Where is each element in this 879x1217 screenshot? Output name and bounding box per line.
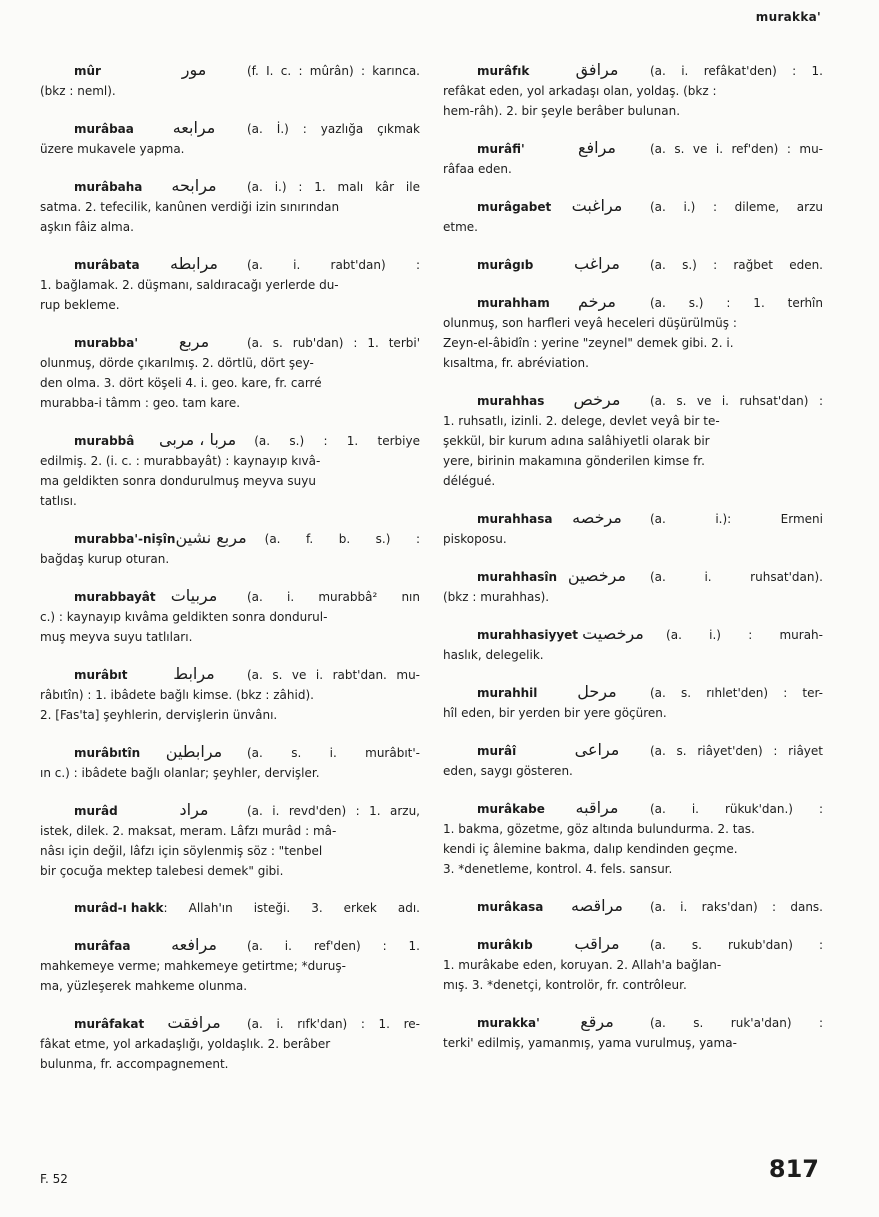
definition-line: satma. 2. tefecilik, kanûnen verdiği izin sınırından	[40, 200, 340, 214]
definition-start: (a. s. i. murâbıt'-	[247, 746, 420, 760]
definition-line: den olma. 3. dört köşeli 4. i. geo. kare, fr. carré	[40, 376, 322, 390]
definition-line: c.) : kaynayıp kıvâma geldikten sonra dondurul-	[40, 610, 328, 624]
dictionary-entry	[443, 292, 823, 373]
definition-start: (a. i. raks'dan) : dans.	[650, 900, 823, 914]
headword: murâbata	[74, 258, 140, 272]
definition-start: (a. i. ruhsat'dan).	[650, 570, 823, 584]
entry-first-line	[443, 624, 823, 645]
headword: murâgabet	[477, 200, 552, 214]
entry-first-line	[40, 935, 420, 956]
definition-line: 1. ruhsatlı, izinli. 2. delege, devlet veyâ bir te-	[443, 414, 720, 428]
definition-line: aşkın fâiz alma.	[40, 220, 134, 234]
entry-first-line	[443, 682, 823, 703]
definition-start: (a. s.) : rağbet eden.	[650, 258, 823, 272]
entry-first-line	[443, 896, 823, 917]
definition-start: (a. İ.) : yazlığa çıkmak	[247, 122, 420, 136]
definition-line: délégué.	[443, 474, 496, 488]
dictionary-entry	[40, 430, 420, 511]
headword: murahhil	[477, 686, 538, 700]
definition-line: eden, saygı gösteren.	[443, 764, 573, 778]
headword: murâbıt	[74, 668, 128, 682]
headword: murâbıtîn	[74, 746, 141, 760]
entry-first-line	[40, 742, 420, 763]
definition-line: haslık, delegelik.	[443, 648, 544, 662]
arabic-script: مراغبت	[571, 196, 623, 215]
headword: murâd-ı hakk	[74, 901, 164, 915]
arabic-script: مراقب	[574, 934, 620, 953]
dictionary-entry	[40, 664, 420, 725]
arabic-script: مرابطين	[165, 742, 223, 761]
dictionary-entry	[443, 254, 823, 275]
entry-first-line	[40, 60, 420, 81]
right-column	[443, 60, 823, 1070]
dictionary-entry	[443, 566, 823, 607]
entry-first-line	[40, 898, 420, 918]
definition-start: (a. s.) : 1. terbiye	[254, 434, 420, 448]
left-column	[40, 60, 420, 1091]
arabic-script: مرخم	[578, 292, 616, 311]
definition-line: Zeyn-el-âbidîn : yerine "zeynel" demek gibi. 2. i.	[443, 336, 734, 350]
definition-start: (a. f. b. s.) :	[264, 532, 420, 546]
definition-start: (a. s. rıhlet'den) : ter-	[650, 686, 823, 700]
arabic-script: مراقبه	[575, 798, 619, 817]
entry-first-line	[40, 586, 420, 607]
definition-line: 1. murâkabe eden, koruyan. 2. Allah'a bağlan-	[443, 958, 722, 972]
dictionary-entry	[443, 624, 823, 665]
entry-first-line	[443, 60, 823, 81]
dictionary-entry	[443, 798, 823, 879]
entry-first-line	[443, 292, 823, 313]
definition-line: terki' edilmiş, yamanmış, yama vurulmuş, yama-	[443, 1036, 737, 1050]
dictionary-entry	[40, 1013, 420, 1074]
entry-first-line	[40, 1013, 420, 1034]
definition-start: (a. i. rabt'dan) :	[247, 258, 420, 272]
arabic-script: مربع	[178, 332, 210, 351]
definition-start: (a. s. ve i. ruhsat'dan) :	[650, 394, 823, 408]
dictionary-entry	[443, 1012, 823, 1053]
arabic-script: مرحل	[577, 682, 617, 701]
dictionary-entry	[40, 254, 420, 315]
definition-line: fâkat etme, yol arkadaşlığı, yoldaşlık. 2. berâber	[40, 1037, 331, 1051]
definition-line: hem-râh). 2. bir şeyle berâber bulunan.	[443, 104, 681, 118]
arabic-script: مرخصه	[572, 508, 622, 527]
arabic-script: مرقع	[580, 1012, 614, 1031]
headword: murâkasa	[477, 900, 544, 914]
entry-first-line	[443, 934, 823, 955]
definition-line: 1. bağlamak. 2. düşmanı, saldıracağı yerlerde du-	[40, 278, 339, 292]
running-head: murakka'	[755, 10, 821, 24]
dictionary-entry	[443, 138, 823, 179]
definition-line: bağdaş kurup oturan.	[40, 552, 170, 566]
definition-line: olunmuş, dörde çıkarılmış. 2. dörtlü, dört şey-	[40, 356, 314, 370]
arabic-script: مرابعه	[172, 118, 216, 137]
arabic-script: مراقصه	[571, 896, 623, 915]
definition-line: şekkül, bir kurum adına salâhiyetli olarak bir	[443, 434, 710, 448]
entry-first-line	[40, 800, 420, 821]
arabic-script: مربا ، مربى	[159, 430, 237, 449]
definition-line: 1. bakma, gözetme, göz altında bulundurma. 2. tas.	[443, 822, 755, 836]
definition-line: kendi iç âlemine bakma, dalıp kendinden geçme.	[443, 842, 738, 856]
headword: murâfakat	[74, 1017, 145, 1031]
arabic-script: مرافعه	[171, 935, 217, 954]
definition-start: (a. s. rub'dan) : 1. terbi'	[247, 336, 420, 350]
definition-start: (a. s. ve i. ref'den) : mu-	[650, 142, 823, 156]
definition-line: ma geldikten sonra dondurulmuş meyva suyu	[40, 474, 316, 488]
definition-line: etme.	[443, 220, 478, 234]
dictionary-entry	[443, 390, 823, 491]
definition-line: edilmiş. 2. (i. c. : murabbayât) : kaynayıp kıvâ-	[40, 454, 321, 468]
dictionary-entry	[40, 118, 420, 159]
headword: mûr	[74, 64, 101, 78]
dictionary-entry	[443, 508, 823, 549]
definition-line: râfaa eden.	[443, 162, 512, 176]
arabic-script: مرافقت	[167, 1013, 221, 1032]
entry-first-line	[40, 176, 420, 197]
dictionary-entry	[40, 332, 420, 413]
arabic-script: مرخص	[573, 390, 621, 409]
arabic-script: مربيات	[170, 586, 218, 605]
headword: murâd	[74, 804, 118, 818]
definition-start: (a. s. riâyet'den) : riâyet	[650, 744, 823, 758]
entry-first-line	[443, 390, 823, 411]
definition-line: nâsı için değil, lâfzı için söylenmiş söz : "tenbel	[40, 844, 323, 858]
definition-start: (a. i. refâkat'den) : 1.	[650, 64, 823, 78]
dictionary-entry	[443, 740, 823, 781]
definition-line: piskoposu.	[443, 532, 507, 546]
arabic-script: مراغب	[574, 254, 620, 273]
entry-first-line	[40, 664, 420, 685]
definition-line: ın c.) : ibâdete bağlı olanlar; şeyhler, dervişler.	[40, 766, 320, 780]
definition-line: yere, birinin makamına gönderilen kimse fr.	[443, 454, 705, 468]
dictionary-entry	[40, 742, 420, 783]
dictionary-entry	[40, 898, 420, 918]
dictionary-entry	[443, 896, 823, 917]
headword: murahhasîn	[477, 570, 558, 584]
entry-first-line	[40, 332, 420, 353]
entry-first-line	[443, 566, 823, 587]
entry-first-line	[443, 798, 823, 819]
definition-start: (a. i. revd'den) : 1. arzu,	[247, 804, 420, 818]
headword: murabbayât	[74, 590, 156, 604]
arabic-script: مرافع	[577, 138, 616, 157]
definition-start: (a. i.) : 1. malı kâr ile	[247, 180, 420, 194]
entry-first-line	[40, 254, 420, 275]
entry-first-line	[443, 196, 823, 217]
headword: murâbaa	[74, 122, 134, 136]
entry-first-line	[443, 740, 823, 761]
definition-start: (a. i. murabbâ² nın	[247, 590, 420, 604]
definition-line: bir çocuğa mektep talebesi demek" gibi.	[40, 864, 284, 878]
entry-first-line	[40, 528, 420, 549]
definition-start: (a. i. rıfk'dan) : 1. re-	[247, 1017, 420, 1031]
definition-line: olunmuş, son harfleri veyâ heceleri düşürülmüş :	[443, 316, 737, 330]
arabic-script: مرخصين	[567, 566, 627, 585]
headword: murabba'-nişîn	[74, 532, 176, 546]
headword: murahham	[477, 296, 550, 310]
headword: murâfaa	[74, 939, 131, 953]
arabic-script: مراد	[179, 800, 209, 819]
definition-line: tatlısı.	[40, 494, 77, 508]
headword: murahhasa	[477, 512, 553, 526]
definition-line: rup bekleme.	[40, 298, 120, 312]
definition-line: (bkz : neml).	[40, 84, 116, 98]
headword: murâfi'	[477, 142, 525, 156]
headword: murâbaha	[74, 180, 143, 194]
arabic-script: مرافق	[575, 60, 619, 79]
dictionary-entry	[40, 60, 420, 101]
definition-line: (bkz : murahhas).	[443, 590, 550, 604]
dictionary-entry	[40, 528, 420, 569]
dictionary-entry	[443, 60, 823, 121]
definition-start: (a. i.) : dileme, arzu	[650, 200, 823, 214]
definition-line: refâkat eden, yol arkadaşı olan, yoldaş. (bkz :	[443, 84, 717, 98]
definition-start: (f. I. c. : mûrân) : karınca.	[247, 64, 420, 78]
definition-start: (a. i. ref'den) : 1.	[247, 939, 420, 953]
definition-line: ma, yüzleşerek mahkeme olunma.	[40, 979, 248, 993]
definition-start: : Allah'ın isteği. 3. erkek adı.	[163, 901, 420, 915]
headword: murabba'	[74, 336, 139, 350]
headword: murâkıb	[477, 938, 533, 952]
entry-first-line	[40, 118, 420, 139]
entry-first-line	[443, 138, 823, 159]
definition-line: 2. [Fas'ta] şeyhlerin, dervişlerin ünvânı.	[40, 708, 278, 722]
definition-line: kısaltma, fr. abréviation.	[443, 356, 589, 370]
headword: murabbâ	[74, 434, 135, 448]
definition-line: hîl eden, bir yerden bir yere göçüren.	[443, 706, 667, 720]
dictionary-entry	[40, 586, 420, 647]
dictionary-entry	[40, 800, 420, 881]
arabic-script: مرابحه	[171, 176, 217, 195]
definition-line: 3. *denetleme, kontrol. 4. fels. sansur.	[443, 862, 673, 876]
definition-line: bulunma, fr. accompagnement.	[40, 1057, 229, 1071]
headword: murahhasiyyet	[477, 628, 579, 642]
definition-start: (a. s.) : 1. terhîn	[650, 296, 823, 310]
dictionary-entry	[443, 196, 823, 237]
entry-first-line	[443, 508, 823, 529]
signature-mark: F. 52	[40, 1172, 68, 1186]
dictionary-entry	[443, 934, 823, 995]
definition-line: mahkemeye verme; mahkemeye getirtme; *duruş-	[40, 959, 346, 973]
arabic-script: مرابطه	[170, 254, 218, 273]
dictionary-entry	[40, 935, 420, 996]
headword: murâgıb	[477, 258, 534, 272]
dictionary-entry	[443, 682, 823, 723]
entry-first-line	[443, 254, 823, 275]
arabic-script: مربع نشين	[175, 528, 247, 547]
headword: murakka'	[477, 1016, 540, 1030]
definition-start: (a. i.) : murah-	[666, 628, 823, 642]
definition-line: râbıtîn) : 1. ibâdete bağlı kimse. (bkz : zâhid).	[40, 688, 314, 702]
entry-first-line	[40, 430, 420, 451]
arabic-script: مرخصيت	[582, 624, 644, 643]
definition-line: murabba-i tâmm : geo. tam kare.	[40, 396, 241, 410]
arabic-script: مور	[181, 60, 207, 79]
headword: murâkabe	[477, 802, 545, 816]
definition-line: istek, dilek. 2. maksat, meram. Lâfzı murâd : mâ-	[40, 824, 337, 838]
entry-first-line	[443, 1012, 823, 1033]
definition-line: mış. 3. *denetçi, kontrolör, fr. contrôleur.	[443, 978, 687, 992]
definition-line: üzere mukavele yapma.	[40, 142, 185, 156]
definition-line: muş meyva suyu tatlıları.	[40, 630, 193, 644]
arabic-script: مراعى	[574, 740, 620, 759]
definition-start: (a. s. rukub'dan) :	[650, 938, 823, 952]
headword: murahhas	[477, 394, 545, 408]
arabic-script: مرابط	[173, 664, 215, 683]
page-number: 817	[768, 1155, 819, 1183]
headword: murâî	[477, 744, 517, 758]
definition-start: (a. i. rükuk'dan.) :	[650, 802, 823, 816]
definition-start: (a. i.): Ermeni	[650, 512, 823, 526]
headword: murâfık	[477, 64, 530, 78]
dictionary-entry	[40, 176, 420, 237]
definition-start: (a. s. ve i. rabt'dan. mu-	[247, 668, 420, 682]
definition-start: (a. s. ruk'a'dan) :	[650, 1016, 823, 1030]
